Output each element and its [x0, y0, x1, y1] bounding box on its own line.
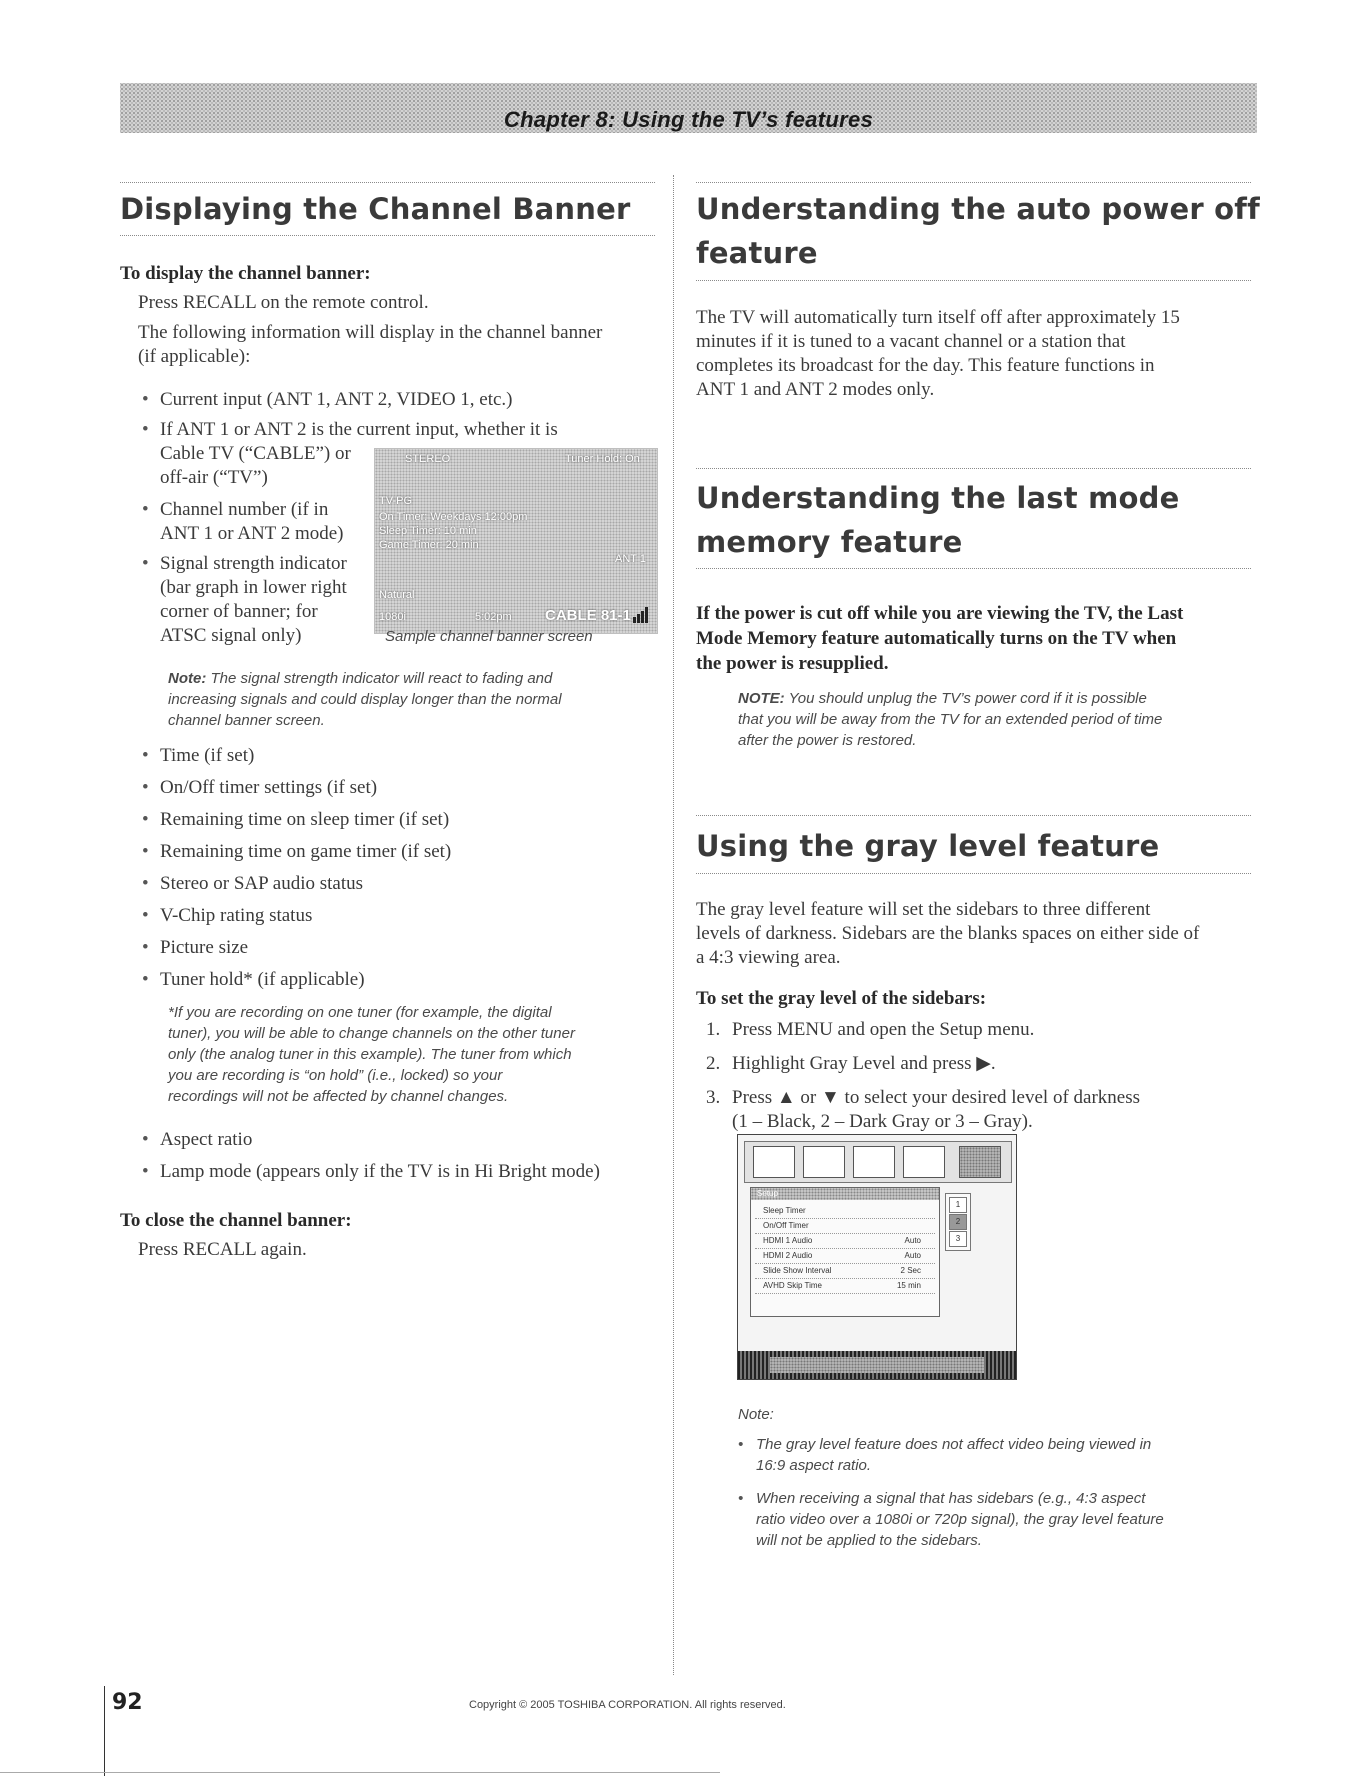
rule-top-left	[120, 182, 655, 183]
page-number: 92	[112, 1690, 143, 1715]
press-recall-again: Press RECALL again.	[138, 1239, 307, 1260]
press-recall-text: Press RECALL on the remote control.	[138, 292, 429, 313]
banner-bullets-more	[142, 744, 662, 1000]
banner-bullets-end	[142, 1128, 682, 1192]
banner-game-timer: Game Timer: 20 min	[379, 539, 479, 551]
banner-input: ANT 1	[615, 553, 646, 565]
gray-note-label: Note:	[738, 1406, 774, 1423]
step-3-cont: (1 – Black, 2 – Dark Gray or 3 – Gray).	[732, 1111, 1033, 1132]
last-mode-bold-text: If the power is cut off while you are viewing the TV, the Last Mode Memory feature automatically turns on the TV when the power is resupplied.	[696, 603, 1184, 674]
gray-level-body: The gray level feature will set the sidebars to three different levels of darkness. Sidebars are the blanks spaces on either side of a 4:3 viewing area.	[696, 899, 1200, 968]
menu-row-hdmi2-audio: HDMI 2 Audio Auto	[755, 1249, 935, 1264]
setup-menu-icon	[959, 1146, 1001, 1178]
last-mode-title: Understanding the last mode memory feature	[696, 481, 1180, 559]
signal-note: Note: The signal strength indicator will react to fading and increasing signals and could display longer than the normal channel banner screen.	[168, 670, 562, 729]
bullet-vchip: • V-Chip rating status	[142, 904, 662, 936]
menu-row-hdmi1-audio: HDMI 1 Audio Auto	[755, 1234, 935, 1249]
page-edge-line	[104, 1686, 105, 1776]
banner-picture-size: Natural	[379, 589, 415, 601]
rule-under-gray-title	[696, 873, 1251, 874]
audio-menu-icon	[803, 1146, 845, 1178]
bullet-channel-number: • Channel number (if in ANT 1 or ANT 2 mode)	[142, 498, 372, 546]
banner-channel: CABLE 81-1	[545, 607, 631, 624]
setup-menu-panel	[750, 1187, 940, 1317]
bullet-aspect-ratio: • Aspect ratio	[142, 1128, 682, 1160]
menu-row-avhd-skip: AVHD Skip Time 15 min	[755, 1279, 935, 1294]
menu-row-slide-show: Slide Show Interval 2 Sec	[755, 1264, 935, 1279]
menu-row-onoff-timer: On/Off Timer	[755, 1219, 935, 1234]
banner-vchip: TV-PG	[379, 495, 413, 507]
close-banner-heading: To close the channel banner:	[120, 1210, 352, 1231]
step-3: 3. Press ▲ or ▼ to select your desired level of darkness	[706, 1087, 1141, 1108]
left-body-top	[138, 291, 658, 369]
bullet-tuner-hold: • Tuner hold* (if applicable)	[142, 968, 662, 1000]
tuner-footnote: *If you are recording on one tuner (for example, the digital tuner), you will be able to change channels on the other tuner only (the analog tuner in this example). The tuner from which you are recording is “on hold” (i.e., locked) so your recordings will not be affected by channel changes.	[168, 1004, 575, 1105]
bottom-edge-line	[0, 1772, 720, 1773]
setup-menu-image	[737, 1134, 1017, 1380]
following-info-line1: The following information will display in the channel banner	[138, 322, 603, 343]
auto-power-off-body: The TV will automatically turn itself off after approximately 15 minutes if it is tuned to a vacant channel or a station that completes its broadcast for the day. This feature functions in ANT 1 and ANT 2 modes only.	[696, 307, 1180, 400]
bullet-ant-cable: • If ANT 1 or ANT 2 is the current input, whether it is	[142, 418, 662, 442]
gray-note-1: • The gray level feature does not affect video being viewed in 16:9 aspect ratio.	[738, 1434, 1238, 1476]
gray-level-options: 1 2 3	[945, 1193, 971, 1251]
rule-top-last-mode	[696, 468, 1251, 469]
chapter-title: Chapter 8: Using the TV’s features	[503, 107, 874, 132]
rule-under-auto-title	[696, 280, 1251, 281]
bullet-lamp-mode: • Lamp mode (appears only if the TV is in Hi Bright mode)	[142, 1160, 682, 1192]
chapter-header-band	[120, 83, 1257, 133]
banner-sleep-timer: Sleep Timer: 10 min	[379, 525, 477, 537]
bullet-picture-size: • Picture size	[142, 936, 662, 968]
gray-level-heading: To set the gray level of the sidebars:	[696, 988, 987, 1009]
banner-on-timer: On Timer: Weekdays 12:00pm	[379, 511, 528, 523]
menu-row-sleep-timer: Sleep Timer	[755, 1204, 935, 1219]
gray-level-steps	[706, 1018, 1266, 1134]
step-1: 1. Press MENU and open the Setup menu.	[706, 1019, 1035, 1040]
menu-icon-bar	[744, 1141, 1012, 1183]
rule-under-last-title	[696, 568, 1251, 569]
column-divider	[673, 175, 674, 1675]
gray-note-2: • When receiving a signal that has sidebars (e.g., 4:3 aspect ratio video over a 1080i or 720p signal), the gray level feature will not be applied to the sidebars.	[738, 1488, 1238, 1551]
picture-menu-icon	[753, 1146, 795, 1178]
banner-resolution: 1080i	[379, 611, 406, 623]
locks-menu-icon	[903, 1146, 945, 1178]
bullet-game-timer: • Remaining time on game timer (if set)	[142, 840, 662, 872]
banner-caption: Sample channel banner screen	[385, 628, 593, 645]
gray-notes	[738, 1434, 1238, 1551]
note-label: Note:	[168, 670, 207, 687]
menu-footer-bar	[738, 1351, 1016, 1379]
setup-menu-header: Setup	[751, 1188, 939, 1200]
sample-channel-banner-image	[374, 448, 658, 634]
gray-level-title: Using the gray level feature	[696, 829, 1160, 863]
banner-tuner-hold: Tuner Hold: On	[565, 453, 640, 465]
bullet-ant-cable-cont: Cable TV (“CABLE”) or off-air (“TV”)	[160, 443, 351, 488]
display-banner-heading: To display the channel banner:	[120, 263, 371, 284]
rule-top-right	[696, 182, 1251, 183]
banner-stereo: STEREO	[405, 453, 451, 465]
preferences-menu-icon	[853, 1146, 895, 1178]
bullet-sleep-timer: • Remaining time on sleep timer (if set)	[142, 808, 662, 840]
auto-power-off-title: Understanding the auto power off feature	[696, 192, 1260, 270]
banner-bullets-narrow	[142, 498, 372, 648]
step-2: 2. Highlight Gray Level and press ▶.	[706, 1053, 996, 1074]
bullet-current-input: • Current input (ANT 1, ANT 2, VIDEO 1, etc.)	[142, 388, 662, 412]
banner-bullets-top	[142, 388, 662, 442]
bullet-signal-strength: • Signal strength indicator (bar graph in lower right corner of banner; for ATSC signal only)	[142, 552, 372, 648]
banner-time: 5:02pm	[475, 611, 512, 623]
following-info-line2: (if applicable):	[138, 346, 251, 367]
bullet-stereo-sap: • Stereo or SAP audio status	[142, 872, 662, 904]
bullet-on-off-timer: • On/Off timer settings (if set)	[142, 776, 662, 808]
section-title-channel-banner: Displaying the Channel Banner	[120, 192, 631, 226]
rule-under-left-title	[120, 235, 655, 236]
signal-bars-icon	[633, 607, 651, 623]
rule-top-gray-level	[696, 815, 1251, 816]
copyright-text: Copyright © 2005 TOSHIBA CORPORATION. All rights reserved.	[469, 1699, 786, 1711]
bullet-time: • Time (if set)	[142, 744, 662, 776]
last-mode-note: NOTE: You should unplug the TV’s power cord if it is possible that you will be away from the TV for an extended period of time after the power is restored.	[738, 690, 1163, 749]
